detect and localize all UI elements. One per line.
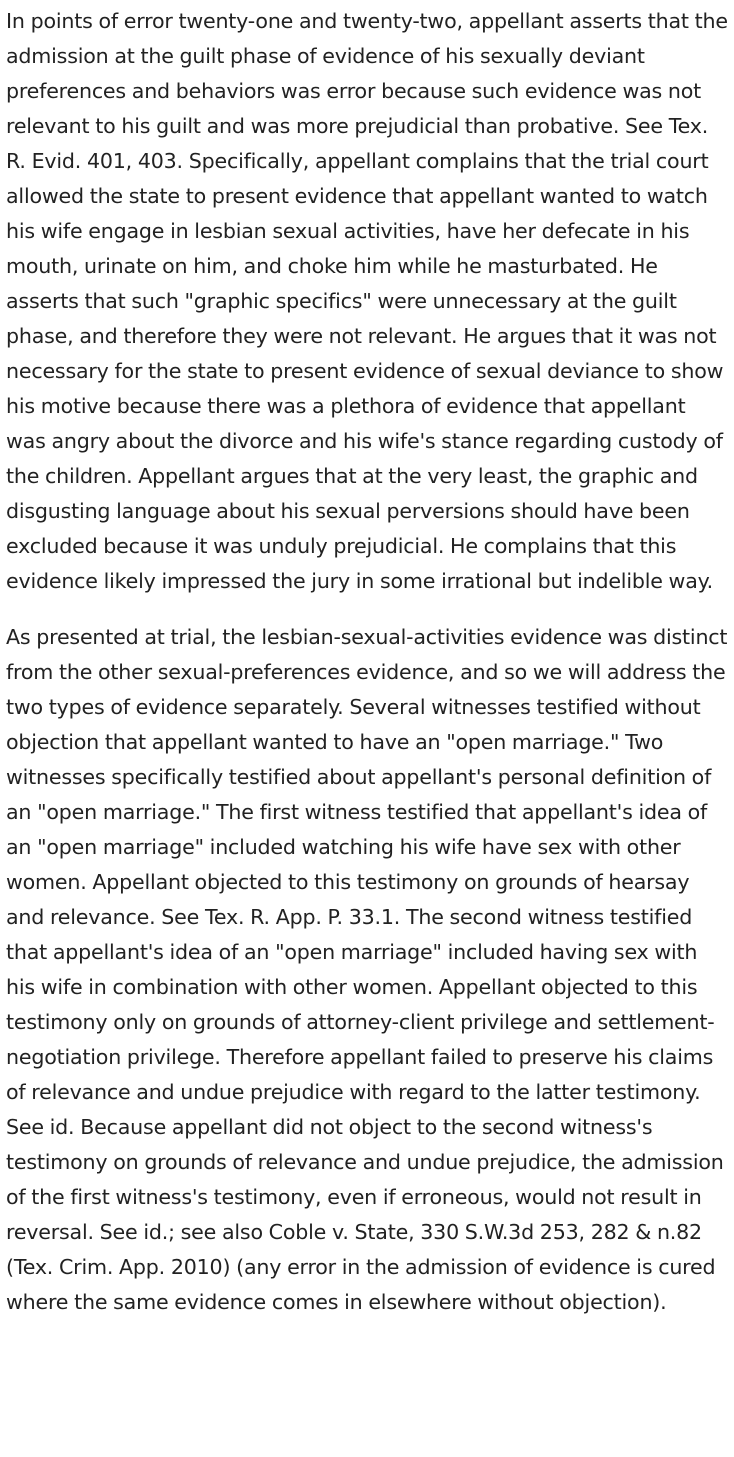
paragraph-points-of-error: In points of error twenty-one and twenty-two, appellant asserts that the admission at the guilt phase of evidence of his sexually deviant preferences and behaviors was error because such evidence was not relevant to his guilt and was more prejudicial than probative. See Tex. R. Evid. 401, 403. Specifically, appellant complains that the trial court allowed the state to present evidence that appellant wanted to watch his wife engage in lesbian sexual activities, have her defecate in his mouth, urinate on him, and choke him while he masturbated. He asserts that such "graphic specifics" were unnecessary at the guilt phase, and therefore they were not relevant. He argues that it was not necessary for the state to present evidence of sexual deviance to show his motive because there was a plethora of evidence that appellant was angry about the divorce and his wife's stance regarding custody of the children. Appellant argues that at the very least, the graphic and disgusting language about his sexual perversions should have been excluded because it was unduly prejudicial. He complains that this evidence likely impressed the jury in some irrational but indelible way. bbox=[6, 9, 728, 593]
paragraph-open-marriage-testimony: As presented at trial, the lesbian-sexual-activities evidence was distinct from the other sexual-preferences evidence, and so we will address the two types of evidence separately. Several witnesses testified without objection that appellant wanted to have an "open marriage." Two witnesses specifically testified about appellant's personal definition of an "open marriage." The first witness testified that appellant's idea of an "open marriage" included watching his wife have sex with other women. Appellant objected to this testimony on grounds of hearsay and relevance. See Tex. R. App. P. 33.1. The second witness testified that appellant's idea of an "open marriage" included having sex with his wife in combination with other women. Appellant objected to this testimony only on grounds of attorney-client privilege and settlement-negotiation privilege. Therefore appellant failed to preserve his claims of relevance and undue prejudice with regard to the latter testimony. See id. Because appellant did not object to the second witness's testimony on grounds of relevance and undue prejudice, the admission of the first witness's testimony, even if erroneous, would not result in reversal. See id.; see also Coble v. State, 330 S.W.3d 253, 282 & n.82 (Tex. Crim. App. 2010) (any error in the admission of evidence is cured where the same evidence comes in elsewhere without objection). bbox=[6, 625, 728, 1314]
